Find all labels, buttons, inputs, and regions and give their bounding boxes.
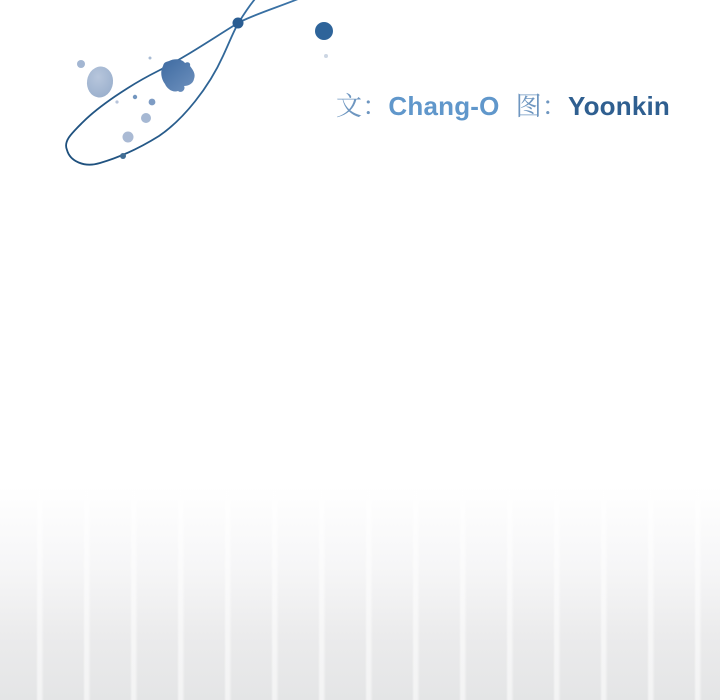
artist-name: Yoonkin (567, 91, 671, 121)
ink-droplet (324, 54, 328, 58)
ink-droplet (123, 132, 134, 143)
ink-droplet (115, 100, 118, 103)
ink-dot-satellite (77, 60, 85, 68)
ink-droplet (149, 99, 156, 106)
bottom-gradient (0, 486, 720, 700)
writer-label: 文： (336, 91, 389, 121)
credits-line (336, 91, 670, 121)
ink-blob-large (161, 59, 194, 92)
ink-droplet (149, 57, 152, 60)
ink-droplet (133, 95, 137, 99)
ink-blob-light (85, 65, 115, 99)
ink-droplet (120, 153, 126, 159)
writer-name: Chang-O (388, 91, 500, 121)
crossing-ink-dot (233, 18, 244, 29)
artist-label: 图： (515, 91, 568, 121)
large-ink-dot (315, 22, 333, 40)
ink-droplet (141, 113, 151, 123)
